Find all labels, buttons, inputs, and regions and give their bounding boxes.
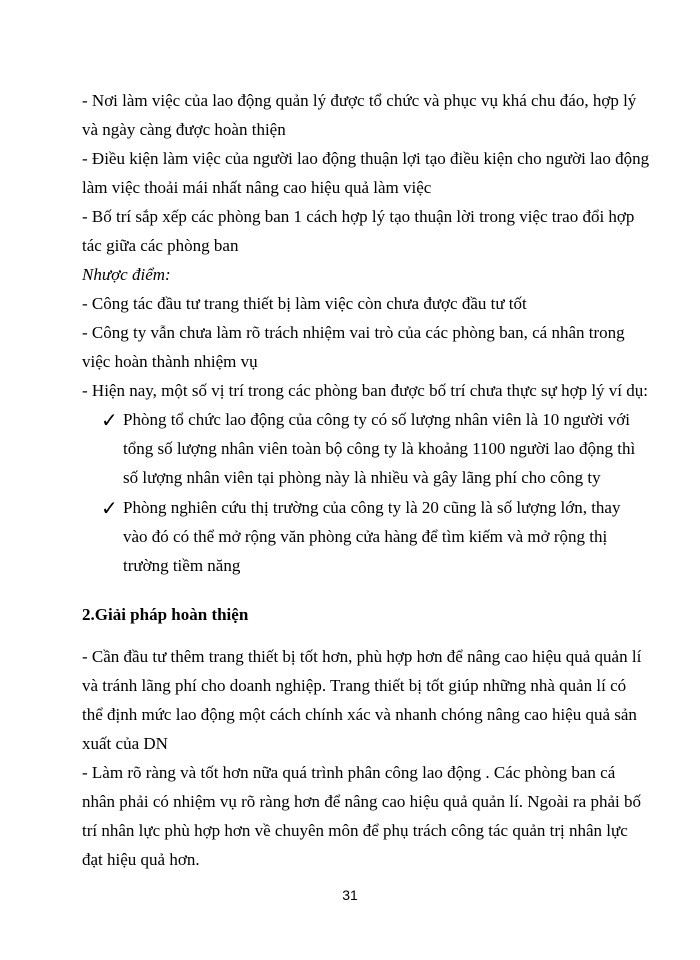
disadvantage-line-1: - Công tác đầu tư trang thiết bị làm việc còn chưa được đầu tư tốt — [82, 294, 527, 313]
solution-line-3: thể định mức lao động một cách chính xác và nhanh chóng nâng cao hiệu quả sản — [82, 705, 637, 724]
bullet1-line-3: số lượng nhân viên tại phòng này là nhiều và gây lãng phí cho công ty — [123, 468, 601, 487]
advantage-line-5: - Bố trí sắp xếp các phòng ban 1 cách hợp lý tạo thuận lời trong việc trao đổi hợp — [82, 207, 635, 226]
solution-line-2: và tránh lãng phí cho doanh nghiệp. Trang thiết bị tốt giúp những nhà quản lí có — [82, 676, 627, 695]
section-heading: 2.Giải pháp hoàn thiện — [82, 605, 249, 624]
bullet2-line-2: vào đó có thể mở rộng văn phòng cửa hàng để tìm kiếm và mở rộng thị — [123, 527, 608, 546]
disadvantages-title: Nhược điểm: — [82, 265, 171, 284]
advantage-line-6: tác giữa các phòng ban — [82, 236, 239, 255]
solution-line-6: nhân phải có nhiệm vụ rõ ràng hơn để nâng cao hiệu quả quản lí. Ngoài ra phải bố — [82, 792, 641, 811]
advantage-line-2: và ngày càng được hoàn thiện — [82, 120, 286, 139]
bullet1-line-2: tổng số lượng nhân viên toàn bộ công ty là khoảng 1100 người lao động thì — [123, 439, 636, 458]
advantage-line-4: làm việc thoải mái nhất nâng cao hiệu quả làm việc — [82, 178, 432, 197]
check-mark-icon: ✓ — [101, 408, 118, 432]
disadvantage-line-4: - Hiện nay, một số vị trí trong các phòng ban được bố trí chưa thực sự hợp lý ví dụ: — [82, 381, 648, 400]
check-mark-icon: ✓ — [101, 496, 118, 520]
solution-line-7: trí nhân lực phù hợp hơn về chuyên môn để phụ trách công tác quản trị nhân lực — [82, 821, 628, 840]
bullet2-line-1: Phòng nghiên cứu thị trường của công ty là 20 cũng là số lượng lớn, thay — [123, 498, 621, 517]
solution-line-1: - Cần đầu tư thêm trang thiết bị tốt hơn, phù hợp hơn để nâng cao hiệu quả quản lí — [82, 647, 642, 666]
solution-line-8: đạt hiệu quả hơn. — [82, 850, 200, 869]
bullet2-line-3: trường tiềm năng — [123, 556, 241, 575]
disadvantage-line-3: việc hoàn thành nhiệm vụ — [82, 352, 258, 371]
advantage-line-3: - Điều kiện làm việc của người lao động thuận lợi tạo điều kiện cho người lao động — [82, 149, 650, 168]
solution-line-5: - Làm rõ ràng và tốt hơn nữa quá trình phân công lao động . Các phòng ban cá — [82, 763, 616, 782]
page-number: 31 — [342, 887, 358, 903]
bullet1-line-1: Phòng tổ chức lao động của công ty có số lượng nhân viên là 10 người với — [123, 410, 630, 429]
solution-line-4: xuất của DN — [82, 734, 168, 753]
disadvantage-line-2: - Công ty vẫn chưa làm rõ trách nhiệm vai trò của các phòng ban, cá nhân trong — [82, 323, 625, 342]
advantage-line-1: - Nơi làm việc của lao động quản lý được tổ chức và phục vụ khá chu đáo, hợp lý — [82, 91, 637, 110]
